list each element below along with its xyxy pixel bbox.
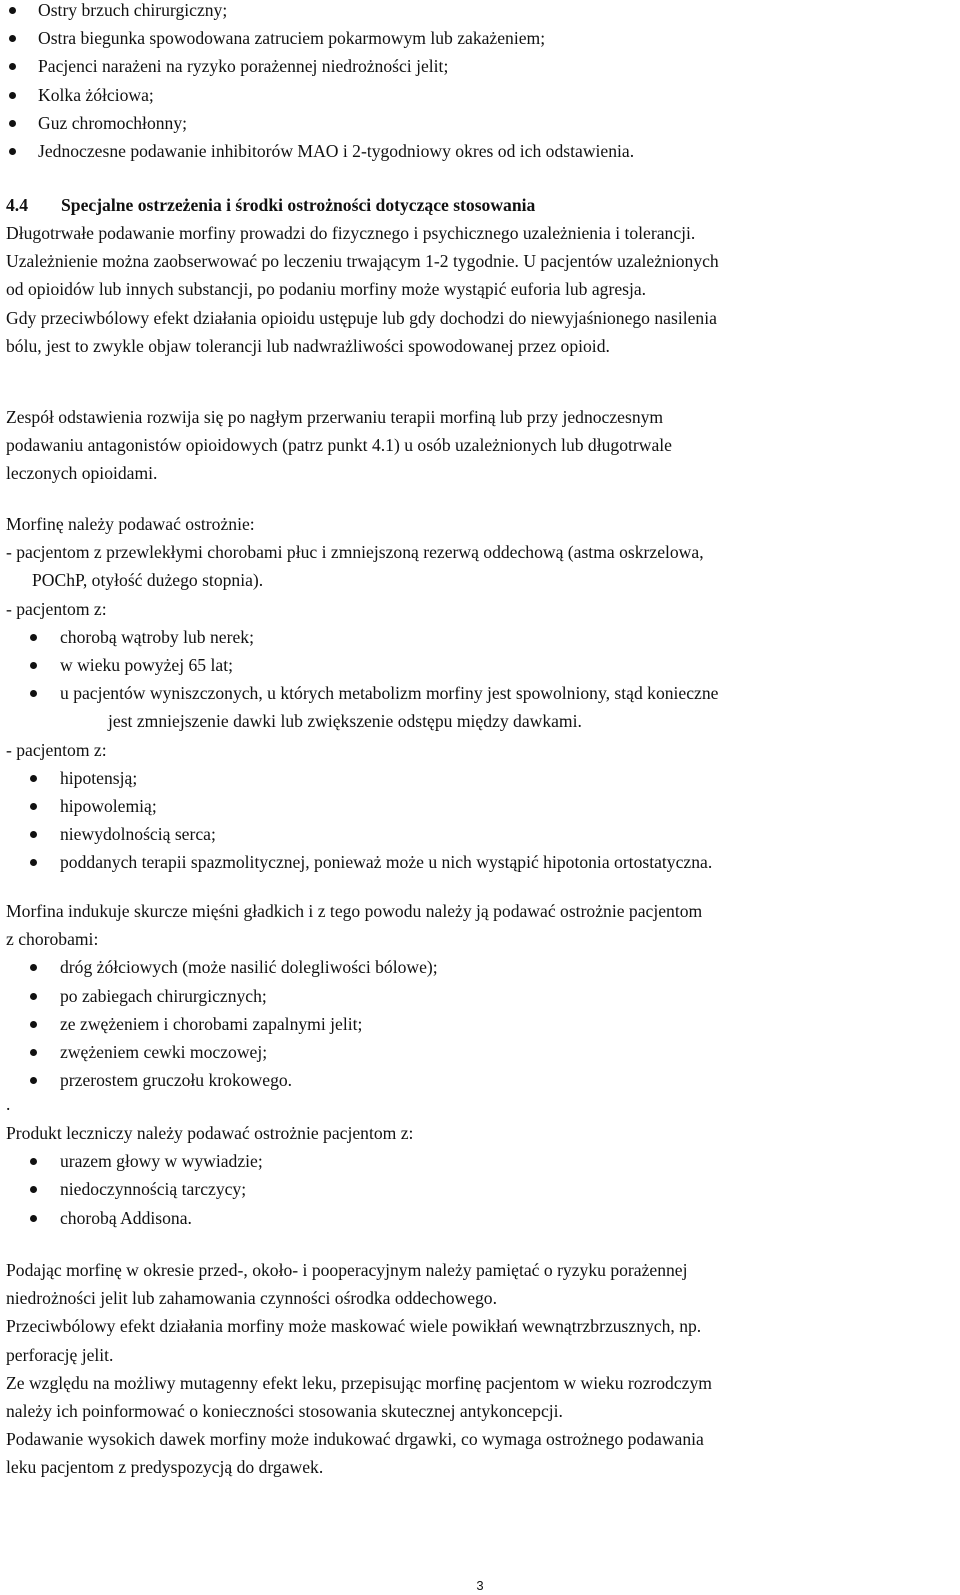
text-line: leku pacjentom z predyspozycją do drgawek. [6, 1457, 324, 1478]
product-section [6, 1119, 946, 1232]
list-item: niedoczynnością tarczycy; [6, 1175, 946, 1203]
group-label: - pacjentom z: [6, 739, 107, 760]
text-line: z chorobami: [6, 929, 99, 950]
list-item: chorobą Addisona. [6, 1204, 946, 1232]
page-number: 3 [476, 1578, 484, 1593]
list-item: Jednoczesne podawanie inhibitorów MAO i 2-tygodniowy okres od ich odstawienia. [6, 137, 946, 165]
paragraph-tolerance [6, 219, 946, 360]
list-item: hipowolemią; [6, 792, 946, 820]
text-line: bólu, jest to zwykle objaw tolerancji lub nadwrażliwości spowodowanej przez opioid. [6, 335, 610, 356]
text-line: Uzależnienie można zaobserwować po leczeniu trwającym 1-2 tygodnie. U pacjentów uzależnionych [6, 251, 719, 272]
text-line: Morfina indukuje skurcze mięśni gładkich i z tego powodu należy ją podawać ostrożnie pacjentom [6, 901, 703, 921]
list-item: hipotensją; [6, 764, 946, 792]
text-line: Produkt leczniczy należy podawać ostrożnie pacjentom z: [6, 1123, 414, 1143]
contraindications-list [6, 0, 946, 165]
text-line: Gdy przeciwbólowy efekt działania opioidu ustępuje lub gdy dochodzi do niewyjaśnionego nasilenia [6, 307, 717, 328]
section-heading [6, 191, 946, 219]
text-line: Zespół odstawienia rozwija się po nagłym przerwaniu terapii morfiną lub przy jednoczesnym [6, 407, 664, 427]
list-item-continuation: jest zmniejszenie dawki lub zwiększenie odstępu między dawkami. [108, 711, 582, 732]
final-paragraphs [6, 1256, 946, 1482]
list-item: ze zwężeniem i chorobami zapalnymi jelit; [6, 1010, 946, 1038]
text-line: należy ich poinformować o konieczności stosowania skutecznej antykoncepcji. [6, 1400, 563, 1421]
text-line: Ze względu na możliwy mutagenny efekt leku, przepisując morfinę pacjentom w wieku rozrodczym [6, 1372, 712, 1393]
list-item: Guz chromochłonny; [6, 109, 946, 137]
caution-section [6, 510, 946, 876]
list-item: Ostry brzuch chirurgiczny; [6, 0, 946, 24]
section-title: Specjalne ostrzeżenia i środki ostrożności dotyczące stosowania [61, 195, 536, 215]
text-line: Podając morfinę w okresie przed-, około- i pooperacyjnym należy pamiętać o ryzyku porażennej [6, 1260, 688, 1280]
text-line: - pacjentom z przewlekłymi chorobami płuc i zmniejszoną rezerwą oddechową (astma oskrzelowa, [6, 542, 704, 563]
list-item: dróg żółciowych (może nasilić dolegliwości bólowe); [6, 953, 946, 981]
list-item: Pacjenci narażeni na ryzyko porażennej niedrożności jelit; [6, 52, 946, 80]
text-line: leczonych opioidami. [6, 463, 158, 484]
text-line: Podawanie wysokich dawek morfiny może indukować drgawki, co wymaga ostrożnego podawania [6, 1429, 704, 1450]
text-line: Przeciwbólowy efekt działania morfiny może maskować wiele powikłań wewnątrzbrzusznych, np. [6, 1316, 702, 1337]
smooth-muscle-section [6, 897, 946, 1114]
list-item: chorobą wątroby lub nerek; [6, 623, 946, 651]
stray-dot: . [6, 1094, 11, 1115]
list-item: Ostra biegunka spowodowana zatruciem pokarmowym lub zakażeniem; [6, 24, 946, 52]
list-item: urazem głowy w wywiadzie; [6, 1147, 946, 1175]
text-line: POChP, otyłość dużego stopnia). [32, 570, 264, 591]
list-item: niewydolnością serca; [6, 820, 946, 848]
text-line: perforację jelit. [6, 1344, 114, 1365]
list-item: poddanych terapii spazmolitycznej, ponieważ może u nich wystąpić hipotonia ortostatyczna. [6, 848, 946, 876]
text-line: niedrożności jelit lub zahamowania czynności ośrodka oddechowego. [6, 1288, 498, 1309]
list-item: Kolka żółciowa; [6, 81, 946, 109]
caution-intro: Morfinę należy podawać ostrożnie: [6, 514, 255, 534]
text-line: Długotrwałe podawanie morfiny prowadzi do fizycznego i psychicznego uzależnienia i tolerancji. [6, 223, 696, 243]
text-line: od opioidów lub innych substancji, po podaniu morfiny może wystąpić euforia lub agresja. [6, 279, 647, 300]
paragraph-withdrawal [6, 403, 946, 488]
list-item: zwężeniem cewki moczowej; [6, 1038, 946, 1066]
group-label: - pacjentom z: [6, 598, 107, 619]
list-item: przerostem gruczołu krokowego. [6, 1066, 946, 1094]
section-number: 4.4 [6, 195, 28, 215]
text-line: podawaniu antagonistów opioidowych (patrz punkt 4.1) u osób uzależnionych lub długotrwale [6, 435, 672, 456]
list-item: u pacjentów wyniszczonych, u których metabolizm morfiny jest spowolniony, stąd konieczne [6, 679, 946, 707]
list-item: w wieku powyżej 65 lat; [6, 651, 946, 679]
list-item: po zabiegach chirurgicznych; [6, 982, 946, 1010]
